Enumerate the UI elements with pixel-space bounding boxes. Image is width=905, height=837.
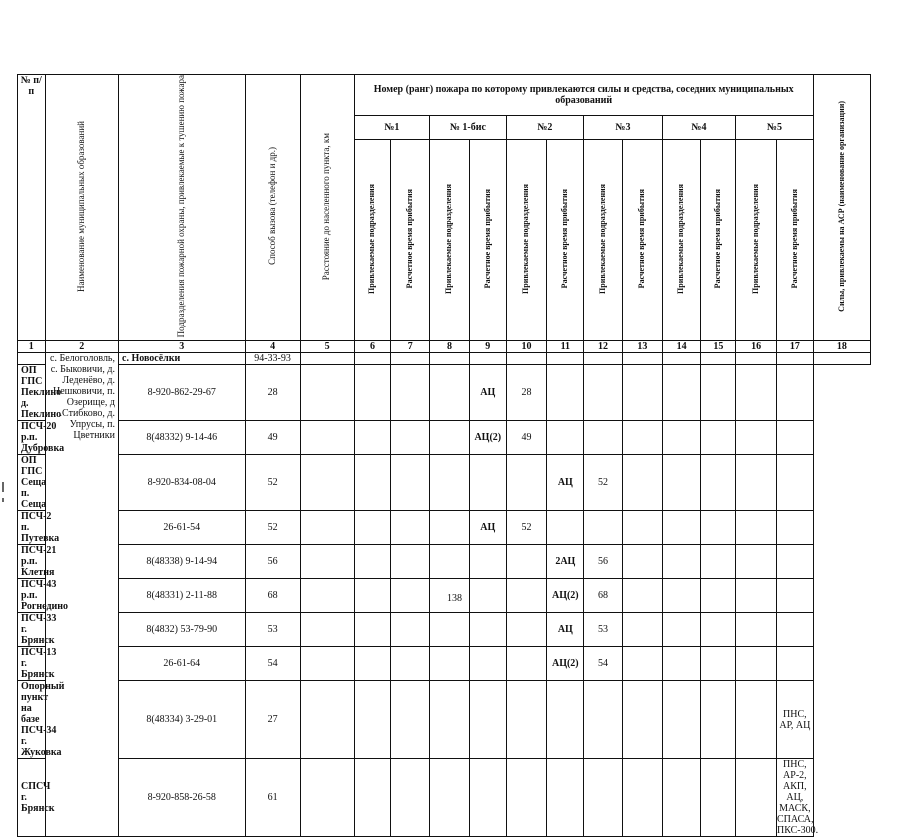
col-number: 9 (469, 341, 506, 353)
table-cell: АЦ (469, 365, 506, 421)
table-row (18, 545, 871, 579)
table-cell (662, 511, 701, 545)
header-distance: Расстояние до населенного пункта, км (300, 75, 354, 341)
table-cell (469, 647, 506, 681)
table-cell (776, 421, 813, 455)
table-cell (622, 647, 662, 681)
table-cell (701, 579, 736, 613)
table-cell (547, 511, 584, 545)
table-cell: 8(4832) 53-79-90 (119, 613, 246, 647)
table-cell (662, 365, 701, 421)
sub-units: Привлекаемые подразделения (430, 140, 470, 341)
table-cell (662, 353, 701, 365)
col-number: 13 (622, 341, 662, 353)
table-cell (354, 353, 391, 365)
table-cell (391, 545, 430, 579)
table-cell: ПСЧ-20 р.п. Дубровка (18, 421, 46, 455)
table-cell (622, 365, 662, 421)
table-cell: 26-61-64 (119, 647, 246, 681)
table-cell (776, 511, 813, 545)
scan-mark (2, 498, 4, 502)
table-cell: 28 (506, 365, 547, 421)
table-cell: ПСЧ-33 г. Брянск (18, 613, 46, 647)
table-cell (547, 365, 584, 421)
table-cell (736, 421, 777, 455)
col-number: 3 (119, 341, 246, 353)
table-cell: 8(48334) 3-29-01 (119, 681, 246, 759)
table-cell: 26-61-54 (119, 511, 246, 545)
table-cell (736, 511, 777, 545)
table-cell (469, 681, 506, 759)
table-cell (391, 365, 430, 421)
sub-time: Расчетное время прибытия (469, 140, 506, 341)
table-cell (584, 681, 623, 759)
table-cell: 27 (245, 681, 300, 759)
rank-5: №5 (736, 115, 814, 140)
table-cell (469, 545, 506, 579)
col-number: 17 (776, 341, 813, 353)
table-cell (391, 353, 430, 365)
table-cell: АЦ(2) (469, 421, 506, 455)
table-cell: ПНС, АР, АЦ (776, 681, 813, 759)
table-cell (391, 759, 430, 837)
table-cell (354, 545, 391, 579)
table-cell (584, 759, 623, 837)
table-cell (300, 455, 354, 511)
table-cell (391, 613, 430, 647)
table-row (18, 613, 871, 647)
table-cell: 94-33-93 (245, 353, 300, 365)
table-cell: ОП ГПС Сеща п. Сеща (18, 455, 46, 511)
table-cell (430, 613, 470, 647)
table-cell (300, 421, 354, 455)
table-cell: 8(48332) 9-14-46 (119, 421, 246, 455)
table-cell: 53 (245, 613, 300, 647)
municipalities-cell: с. Белоголовль, с. Быковичи, д. Леденёво, д. Нешковичи, п. Озерище, д .Стибково, д. Упрусы, п. Цветники (45, 353, 118, 837)
header-call-method: Способ вызова (телефон и др.) (245, 75, 300, 341)
table-row (18, 647, 871, 681)
table-cell (391, 455, 430, 511)
header-rank-group: Номер (ранг) пожара по которому привлекаются силы и средства, соседних муниципальных образований (354, 75, 813, 116)
rank-1bis: № 1-бис (430, 115, 507, 140)
table-cell: ПСЧ-2 п. Путевка (18, 511, 46, 545)
col-number: 12 (584, 341, 623, 353)
table-cell (736, 579, 777, 613)
table-cell (506, 353, 547, 365)
table-cell (469, 579, 506, 613)
table-cell (776, 579, 813, 613)
table-cell (430, 759, 470, 837)
table-cell (300, 579, 354, 613)
table-cell: 49 (506, 421, 547, 455)
table-cell (701, 545, 736, 579)
table-cell (300, 545, 354, 579)
col-number: 10 (506, 341, 547, 353)
table-cell (506, 545, 547, 579)
header-units: Подразделения пожарной охраны, привлекаемые к тушению пожара (119, 75, 246, 341)
table-cell: 8-920-858-26-58 (119, 759, 246, 837)
table-cell (354, 421, 391, 455)
table-cell: 52 (506, 511, 547, 545)
table-row (18, 421, 871, 455)
table-cell (776, 455, 813, 511)
header-num: № п/п (18, 75, 46, 341)
table-cell (622, 353, 662, 365)
table-cell: ОП ГПС Пеклино д. Пеклино (18, 365, 46, 421)
table-cell: 54 (584, 647, 623, 681)
table-cell: 28 (245, 365, 300, 421)
table-cell (430, 647, 470, 681)
table-cell: 54 (245, 647, 300, 681)
table-cell: 61 (245, 759, 300, 837)
table-cell: 8-920-862-29-67 (119, 365, 246, 421)
header-municipalities: Наименование муниципальных образований (45, 75, 118, 341)
table-cell (662, 681, 701, 759)
table-cell (584, 353, 623, 365)
table-cell (662, 545, 701, 579)
table-cell (354, 511, 391, 545)
table-cell: 8(48331) 2-11-88 (119, 579, 246, 613)
table-cell (354, 681, 391, 759)
col-number: 18 (813, 341, 870, 353)
table-cell (300, 647, 354, 681)
table-cell (622, 579, 662, 613)
table-cell: СПСЧ г. Брянск (18, 759, 46, 837)
rank-2: №2 (506, 115, 584, 140)
table-cell: ПСЧ-13 г. Брянск (18, 647, 46, 681)
table-cell (547, 759, 584, 837)
table-cell (430, 681, 470, 759)
sub-time: Расчетное время прибытия (622, 140, 662, 341)
table-cell: АЦ(2) (547, 647, 584, 681)
table-cell (506, 579, 547, 613)
table-cell (736, 759, 777, 837)
table-cell (430, 511, 470, 545)
table-cell: АЦ(2) (547, 579, 584, 613)
table-cell (469, 759, 506, 837)
table-cell (701, 681, 736, 759)
table-row (18, 365, 871, 421)
table-cell (300, 613, 354, 647)
table-cell (354, 647, 391, 681)
table-cell (776, 647, 813, 681)
table-cell (391, 421, 430, 455)
table-cell (547, 353, 584, 365)
table-cell (300, 353, 354, 365)
table-cell: АЦ (469, 511, 506, 545)
table-cell (622, 681, 662, 759)
table-cell: 53 (584, 613, 623, 647)
table-cell (736, 647, 777, 681)
sub-time: Расчетное время прибытия (547, 140, 584, 341)
sub-units: Привлекаемые подразделения (506, 140, 547, 341)
table-cell (622, 759, 662, 837)
col-number: 11 (547, 341, 584, 353)
table-cell (354, 455, 391, 511)
table-cell (662, 455, 701, 511)
table-cell (701, 365, 736, 421)
table-cell (506, 759, 547, 837)
table-cell (391, 579, 430, 613)
table-row (18, 511, 871, 545)
table-row (18, 681, 871, 759)
table-cell (622, 545, 662, 579)
sub-units: Привлекаемые подразделения (736, 140, 777, 341)
table-cell: ПСЧ-21 р.п. Клетня (18, 545, 46, 579)
table-cell (469, 353, 506, 365)
rank-3: №3 (584, 115, 663, 140)
col-number: 7 (391, 341, 430, 353)
table-cell (701, 647, 736, 681)
table-cell (391, 511, 430, 545)
table-cell: ПСЧ-43 р.п. Рогнедино (18, 579, 46, 613)
col-number: 6 (354, 341, 391, 353)
header-asr: Силы, привлекаемы на АСР (наименование организации) (813, 75, 870, 341)
table-row (18, 455, 871, 511)
table-cell (469, 455, 506, 511)
table-cell (469, 613, 506, 647)
sub-time: Расчетное время прибытия (391, 140, 430, 341)
table-row (18, 353, 871, 365)
table-cell: 68 (584, 579, 623, 613)
col-number: 2 (45, 341, 118, 353)
table-cell: Опорный пункт на базе ПСЧ-34 г. Жуковка (18, 681, 46, 759)
table-cell (506, 647, 547, 681)
fire-forces-table (17, 74, 871, 837)
table-cell (736, 613, 777, 647)
table-cell (701, 455, 736, 511)
table-cell (701, 613, 736, 647)
column-numbers-row (18, 341, 871, 353)
table-cell (662, 647, 701, 681)
table-cell: 52 (584, 455, 623, 511)
table-cell: 8(48338) 9-14-94 (119, 545, 246, 579)
sub-time: Расчетное время прибытия (776, 140, 813, 341)
table-cell (391, 681, 430, 759)
table-cell (813, 353, 870, 365)
table-cell (736, 545, 777, 579)
table-cell (736, 455, 777, 511)
table-cell (701, 421, 736, 455)
table-cell (430, 353, 470, 365)
sub-time: Расчетное время прибытия (701, 140, 736, 341)
table-cell (506, 681, 547, 759)
table-cell (662, 579, 701, 613)
table-cell: 68 (245, 579, 300, 613)
table-cell (622, 455, 662, 511)
table-cell: 8-920-834-08-04 (119, 455, 246, 511)
table-cell (430, 455, 470, 511)
page-number: 138 (447, 593, 462, 604)
table-cell (300, 511, 354, 545)
table-cell (584, 421, 623, 455)
table-cell (300, 759, 354, 837)
col-number: 8 (430, 341, 470, 353)
scan-mark (2, 482, 4, 492)
table-cell (430, 545, 470, 579)
col-number: 14 (662, 341, 701, 353)
table-cell (300, 681, 354, 759)
table-cell (300, 365, 354, 421)
col-number: 5 (300, 341, 354, 353)
table-cell (547, 681, 584, 759)
table-cell (736, 365, 777, 421)
table-cell (776, 353, 813, 365)
table-cell (701, 353, 736, 365)
table-cell (736, 353, 777, 365)
table-cell (391, 647, 430, 681)
table-cell (776, 365, 813, 421)
table-cell: 56 (584, 545, 623, 579)
table-cell (354, 613, 391, 647)
table-cell: 49 (245, 421, 300, 455)
sub-units: Привлекаемые подразделения (584, 140, 623, 341)
table-cell (584, 365, 623, 421)
sub-units: Привлекаемые подразделения (354, 140, 391, 341)
table-cell (662, 613, 701, 647)
table-cell (547, 421, 584, 455)
rank-1: №1 (354, 115, 429, 140)
table-row (18, 759, 871, 837)
table-cell: АЦ (547, 455, 584, 511)
table-cell (354, 579, 391, 613)
table-cell (430, 365, 470, 421)
table-cell (662, 759, 701, 837)
table-cell: АЦ (547, 613, 584, 647)
table-row (18, 579, 871, 613)
table-cell (430, 421, 470, 455)
table-cell (622, 511, 662, 545)
table-cell (701, 511, 736, 545)
table-cell (622, 613, 662, 647)
table-cell (701, 759, 736, 837)
table-cell (506, 613, 547, 647)
table-cell (584, 511, 623, 545)
table-cell: с. Новосёлки (119, 353, 246, 365)
table-cell: 52 (245, 455, 300, 511)
sub-units: Привлекаемые подразделения (662, 140, 701, 341)
table-cell (776, 545, 813, 579)
rank-4: №4 (662, 115, 735, 140)
table-cell (622, 421, 662, 455)
table-cell (354, 759, 391, 837)
table-cell: 52 (245, 511, 300, 545)
table-cell: ПНС, АР-2, АКП, АЦ, МАСК, СПАСА, ПКС-300. (776, 759, 819, 837)
table-cell (776, 613, 813, 647)
table-cell (662, 421, 701, 455)
table-cell: 56 (245, 545, 300, 579)
col-number: 1 (18, 341, 46, 353)
table-cell: 2АЦ (547, 545, 584, 579)
col-number: 4 (245, 341, 300, 353)
col-number: 15 (701, 341, 736, 353)
col-number: 16 (736, 341, 777, 353)
table-cell (18, 353, 46, 365)
table-cell (354, 365, 391, 421)
table-cell (736, 681, 777, 759)
table-cell (506, 455, 547, 511)
